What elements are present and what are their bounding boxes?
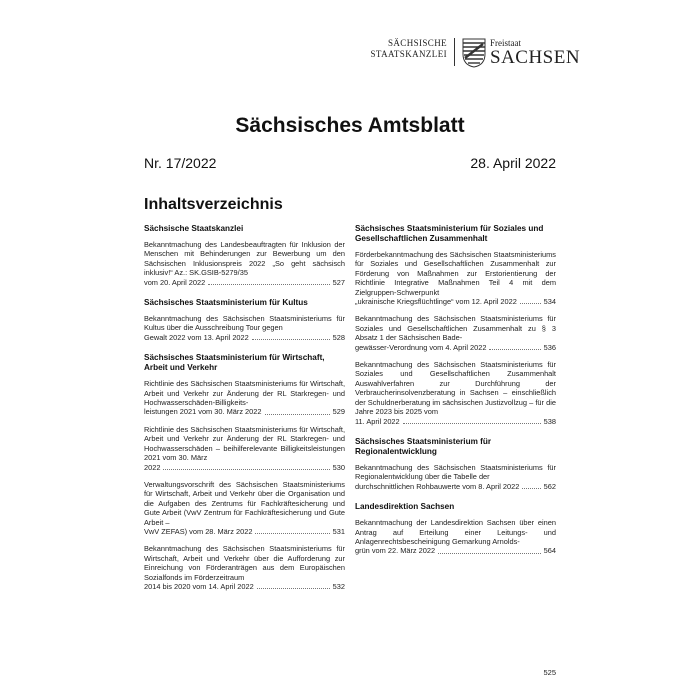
toc-entry[interactable] (355, 314, 556, 352)
entry-text: Bekanntmachung des Sächsischen Staatsministeriums für Regionalentwicklung über die Tabelle der (355, 462, 556, 482)
entry-last-line (355, 546, 556, 555)
toc-section (144, 224, 345, 287)
freistaat-sachsen-logo (490, 38, 580, 68)
toc-section (144, 353, 345, 591)
toc-entry[interactable] (355, 250, 556, 306)
entry-last-text: 2014 bis 2020 vom 14. April 2022 (144, 581, 254, 591)
entry-text: Förderbekanntmachung des Sächsischen Staatsministeriums für Soziales und Gesellschaftlichen Zusammenhalt zur Förderung von Maßnahmen zur Erstorientierung der Richtlinie Integrative Maßnahmen Teil 4 mit dem Zielgruppen-Schwerpunkt (355, 250, 556, 297)
staatskanzlei-line2: STAATSKANZLEI (370, 49, 447, 59)
entry-last-line (355, 343, 556, 352)
issue-date: 28. April 2022 (470, 155, 556, 171)
dot-leader (522, 488, 540, 489)
entry-last-line (144, 278, 345, 287)
dot-leader (403, 423, 541, 424)
entry-last-text: leistungen 2021 vom 30. März 2022 (144, 407, 262, 417)
entry-page-number: 528 (332, 332, 345, 342)
dot-leader (520, 303, 541, 304)
dot-leader (163, 469, 329, 470)
entry-page-number: 530 (332, 462, 345, 472)
entry-last-text: 11. April 2022 (355, 416, 400, 426)
section-heading: Landesdirektion Sachsen (355, 502, 455, 512)
sachsen-label: SACHSEN (490, 47, 581, 68)
entry-last-text: vom 20. April 2022 (144, 277, 206, 287)
toc-entry[interactable] (355, 518, 556, 556)
entry-last-line (144, 333, 345, 342)
entry-last-text: gewässer-Verordnung vom 4. April 2022 (355, 342, 487, 352)
saxony-crest-icon (462, 38, 486, 68)
toc-entry[interactable] (144, 379, 345, 417)
toc-right-column (355, 224, 556, 567)
entry-page-number: 534 (543, 297, 556, 307)
toc-entry[interactable] (355, 360, 556, 426)
staatskanzlei-line1: SÄCHSISCHE (387, 38, 447, 48)
entry-last-text: durchschnittlichen Rohbauwerte vom 8. April 2022 (355, 481, 520, 491)
entry-page-number: 529 (332, 407, 345, 417)
entry-text: Verwaltungsvorschrift des Sächsischen Staatsministeriums für Wirtschaft, Arbeit und Verkehr über die Organisation und die Aufgaben des Zentrums für Fachkräftesicherung und Gute Arbeit (VwV Zentrum für Fachkräftesicherung und Gute Arbeit – (144, 479, 345, 527)
entry-last-line (355, 482, 556, 491)
section-heading: Sächsische Staatskanzlei (144, 224, 244, 233)
entry-page-number: 564 (543, 546, 556, 556)
entry-text: Bekanntmachung des Sächsischen Staatsministeriums für Kultus über die Ausschreibung Tour gegen (144, 314, 345, 333)
dot-leader (257, 588, 330, 589)
dot-leader (438, 553, 541, 554)
entry-page-number: 562 (543, 481, 556, 491)
section-heading: Sächsisches Staatsministerium für Kultus (144, 298, 308, 308)
freistaat-label: Freistaat (490, 38, 521, 48)
entry-last-line (144, 582, 345, 591)
toc-entry[interactable] (355, 463, 556, 491)
toc-entry[interactable] (144, 314, 345, 342)
page-number: 525 (543, 668, 556, 677)
dot-leader (489, 349, 540, 350)
entry-last-line (355, 297, 556, 306)
entry-page-number: 531 (332, 526, 345, 536)
toc-section (355, 224, 556, 426)
toc-heading: Inhaltsverzeichnis (144, 196, 283, 213)
dot-leader (208, 284, 329, 285)
staatskanzlei-label (0, 38, 447, 60)
section-heading: Sächsisches Staatsministerium für Regionalentwicklung (355, 436, 492, 456)
toc-entry[interactable] (144, 480, 345, 536)
entry-text: Bekanntmachung des Sächsischen Staatsministeriums für Soziales und Gesellschaftlichen Zusammenhalt zu § 3 Absatz 1 der Sächsischen Bade- (355, 314, 556, 343)
issue-number: Nr. 17/2022 (144, 155, 217, 171)
header-divider (454, 38, 455, 66)
entry-last-text: VwV ZEFAS) vom 28. März 2022 (144, 526, 253, 536)
entry-page-number: 538 (543, 416, 556, 426)
toc-entry[interactable] (144, 544, 345, 591)
entry-text: Richtlinie des Sächsischen Staatsministeriums für Wirtschaft, Arbeit und Verkehr zur Änderung der RL Starkregen- und Hochwasserschäden-Billigkeits- (144, 379, 345, 408)
section-heading: Sächsisches Staatsministerium für Soziales und Gesellschaftlichen Zusammenhalt (355, 224, 544, 243)
toc-entry[interactable] (144, 425, 345, 472)
entry-page-number: 527 (332, 277, 345, 287)
entry-text: Bekanntmachung des Sächsischen Staatsministeriums für Wirtschaft, Arbeit und Verkehr über die Aufforderung zur Einreichung von Förderanträgen aus dem Europäischen Sozialfonds im Förderzeitraum (144, 544, 345, 582)
dot-leader (255, 533, 329, 534)
entry-text: Richtlinie des Sächsischen Staatsministeriums für Wirtschaft, Arbeit und Verkehr zur Änderung der RL Starkregen- und Hochwasserschäden – beihilferelevante Billigkeitsleistungen 2021 vom 30. März (144, 424, 345, 463)
document-title: Sächsisches Amtsblatt (235, 114, 465, 137)
entry-text: Bekanntmachung der Landesdirektion Sachsen über einen Antrag auf Erteilung einer Leitungs- und Anlagenrechtsbescheinigung Gemarkung Arnolds- (355, 518, 556, 546)
entry-last-line (144, 463, 345, 472)
entry-page-number: 536 (543, 342, 556, 352)
dot-leader (252, 339, 330, 340)
entry-last-text: grün vom 22. März 2022 (355, 546, 436, 556)
toc-section (355, 437, 556, 491)
toc-entry[interactable] (144, 240, 345, 287)
toc-section (144, 298, 345, 342)
section-heading: Sächsisches Staatsministerium für Wirtschaft, Arbeit und Verkehr (144, 353, 325, 373)
entry-last-text: 2022 (144, 462, 161, 472)
toc-section (355, 502, 556, 556)
entry-last-line (144, 407, 345, 416)
dot-leader (265, 414, 330, 415)
entry-last-line (144, 527, 345, 536)
entry-last-text: Gewalt 2022 vom 13. April 2022 (144, 332, 249, 342)
entry-text: Bekanntmachung des Sächsischen Staatsministeriums für Soziales und Gesellschaftlichen Zusammenhalt Auswahlverfahren zur Durchführung der Verbraucherinsolvenzberatung in Sachsen – einschließlich der Schuldnerberatung im sächsischen Justizvollzug – für die Jahre 2023 bis 2025 vom (355, 360, 556, 417)
entry-last-line (355, 417, 556, 426)
entry-last-text: „ukrainische Kriegsflüchtlinge“ vom 12. April 2022 (355, 297, 517, 307)
entry-page-number: 532 (332, 581, 345, 591)
toc-left-column (144, 224, 345, 602)
entry-text: Bekanntmachung des Landesbeauftragten für Inklusion der Menschen mit Behinderungen zur Bewerbung um den Sächsischen Inklusionspreis 2022 „So geht sächsisch inklusiv!“ Az.: SK.GSIB-5279/35 (144, 240, 345, 278)
